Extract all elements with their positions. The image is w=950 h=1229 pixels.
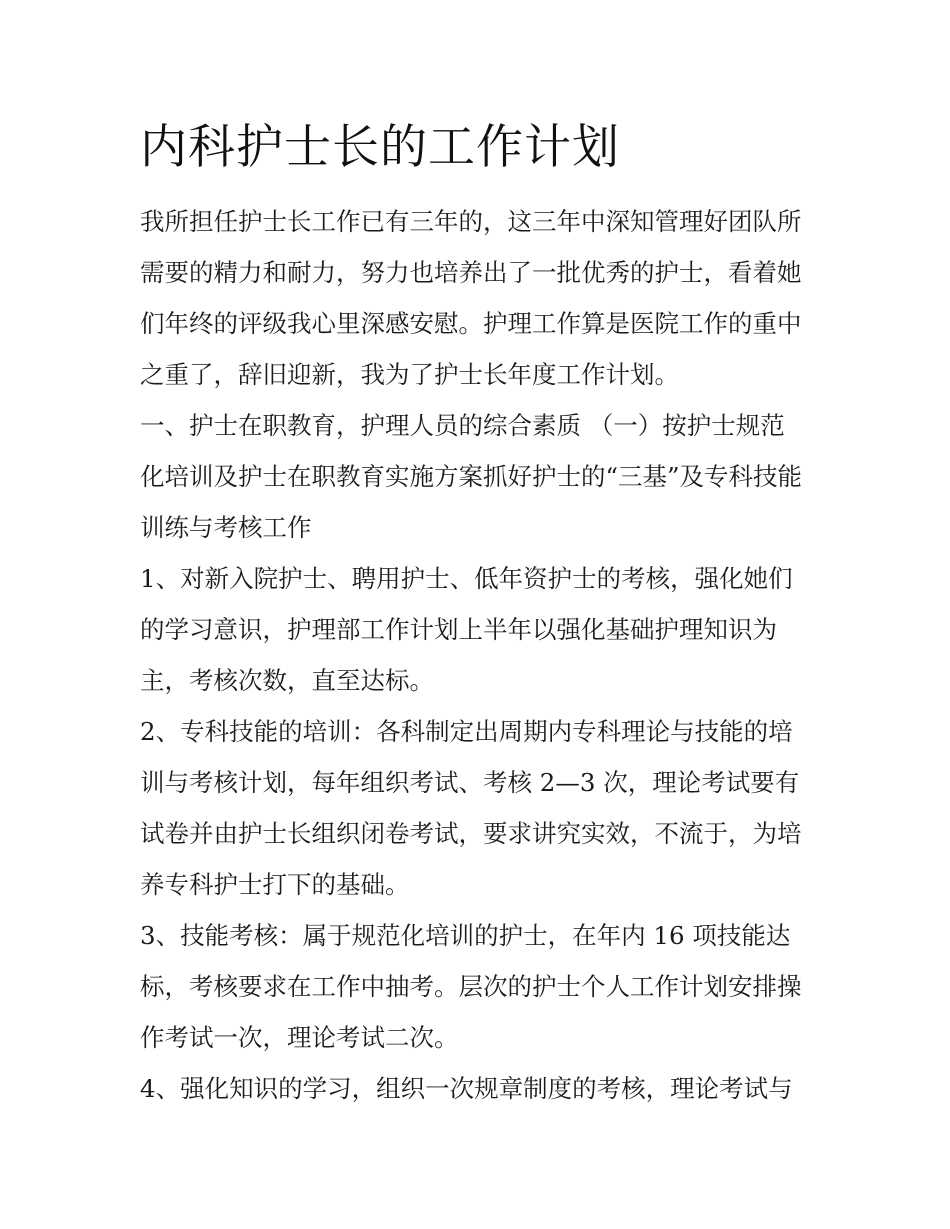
paragraph-line: 养专科护士打下的基础。: [140, 870, 410, 899]
paragraph-line: 的学习意识，护理部工作计划上半年以强化基础护理知识为: [140, 615, 777, 644]
paragraph-line: 一、护士在职教育，护理人员的综合素质 （一）按护士规范: [140, 411, 785, 440]
paragraph-line: 作考试一次，理论考试二次。: [140, 1023, 459, 1052]
document-body: [140, 196, 830, 1114]
paragraph-line: 1、对新入院护士、聘用护士、低年资护士的考核，强化她们: [140, 564, 793, 593]
paragraph-line: 之重了，辞旧迎新，我为了护士长年度工作计划。: [140, 360, 679, 389]
paragraph-line: 4、强化知识的学习，组织一次规章制度的考核，理论考试与: [140, 1074, 793, 1103]
paragraph-line: 主，考核次数，直至达标。: [140, 666, 434, 695]
paragraph-line: 化培训及护士在职教育实施方案抓好护士的“三基”及专科技能: [140, 462, 803, 491]
paragraph-line: 训与考核计划，每年组织考试、考核 2—3 次，理论考试要有: [140, 768, 800, 797]
paragraph-line: 训练与考核工作: [140, 513, 312, 542]
paragraph-line: 我所担任护士长工作已有三年的，这三年中深知管理好团队所: [140, 207, 802, 236]
paragraph-line: 3、技能考核：属于规范化培训的护士，在年内 16 项技能达: [140, 921, 791, 950]
paragraph-line: 2、专科技能的培训：各科制定出周期内专科理论与技能的培: [140, 717, 793, 746]
document-title: 内科护士长的工作计划: [140, 120, 620, 175]
paragraph-line: 需要的精力和耐力，努力也培养出了一批优秀的护士，看着她: [140, 258, 802, 287]
paragraph-line: 们年终的评级我心里深感安慰。护理工作算是医院工作的重中: [140, 309, 802, 338]
paragraph-line: 标，考核要求在工作中抽考。层次的护士个人工作计划安排操: [140, 972, 802, 1001]
paragraph-line: 试卷并由护士长组织闭卷考试，要求讲究实效，不流于，为培: [140, 819, 802, 848]
